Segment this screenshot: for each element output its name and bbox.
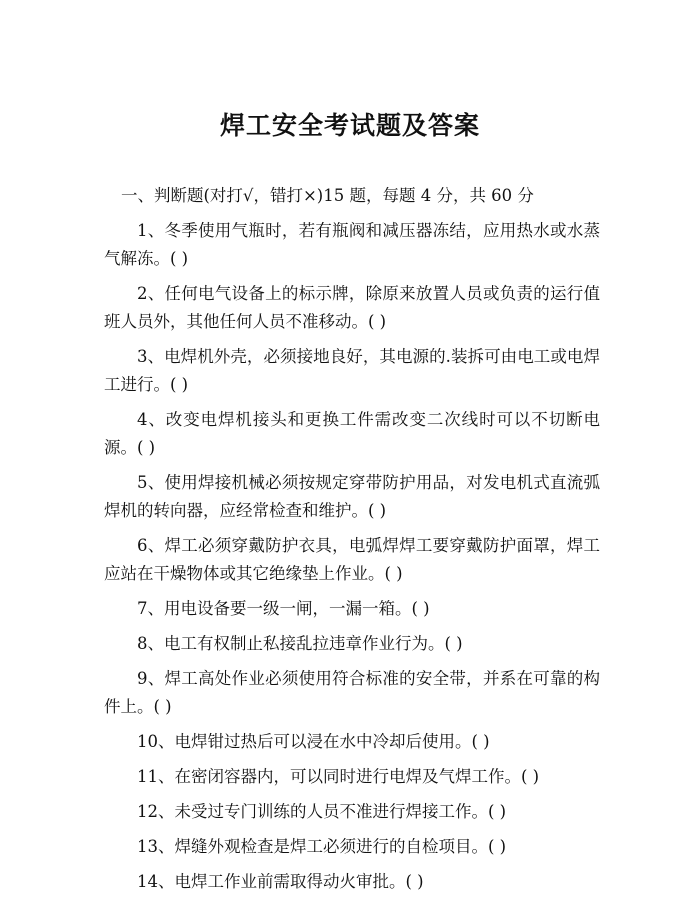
question-4: 4、改变电焊机接头和更换工件需改变二次线时可以不切断电源。( ) — [104, 410, 600, 457]
question-3: 3、电焊机外壳，必须接地良好，其电源的.装拆可由电工或电焊工进行。( ) — [104, 347, 600, 394]
question-11: 11、在密闭容器内，可以同时进行电焊及气焊工作。( ) — [137, 767, 540, 786]
question-14: 14、电焊工作业前需取得动火审批。( ) — [137, 872, 424, 891]
document-body — [104, 182, 600, 903]
question-1: 1、冬季使用气瓶时，若有瓶阀和减压器冻结，应用热水或水蒸气解冻。( ) — [104, 221, 600, 268]
question-9: 9、焊工高处作业必须使用符合标准的安全带，并系在可靠的构件上。( ) — [104, 669, 600, 716]
section-heading: 一、判断题(对打√，错打×)15 题，每题 4 分，共 60 分 — [121, 186, 534, 205]
question-5: 5、使用焊接机械必须按规定穿带防护用品，对发电机式直流弧焊机的转向器，应经常检查和维护。( ) — [104, 473, 600, 520]
question-8: 8、电工有权制止私接乱拉违章作业行为。( ) — [137, 634, 463, 653]
document-title: 焊工安全考试题及答案 — [219, 111, 480, 140]
question-6: 6、焊工必须穿戴防护衣具，电弧焊焊工要穿戴防护面罩，焊工应站在干燥物体或其它绝缘垫上作业。( ) — [104, 536, 600, 583]
question-2: 2、任何电气设备上的标示牌，除原来放置人员或负责的运行值班人员外，其他任何人员不准移动。( ) — [104, 284, 600, 331]
question-10: 10、电焊钳过热后可以浸在水中冷却后使用。( ) — [137, 732, 490, 751]
question-12: 12、未受过专门训练的人员不准进行焊接工作。( ) — [137, 802, 507, 821]
question-13: 13、焊缝外观检查是焊工必须进行的自检项目。( ) — [137, 837, 507, 856]
question-7: 7、用电设备要一级一闸，一漏一箱。( ) — [137, 599, 430, 618]
